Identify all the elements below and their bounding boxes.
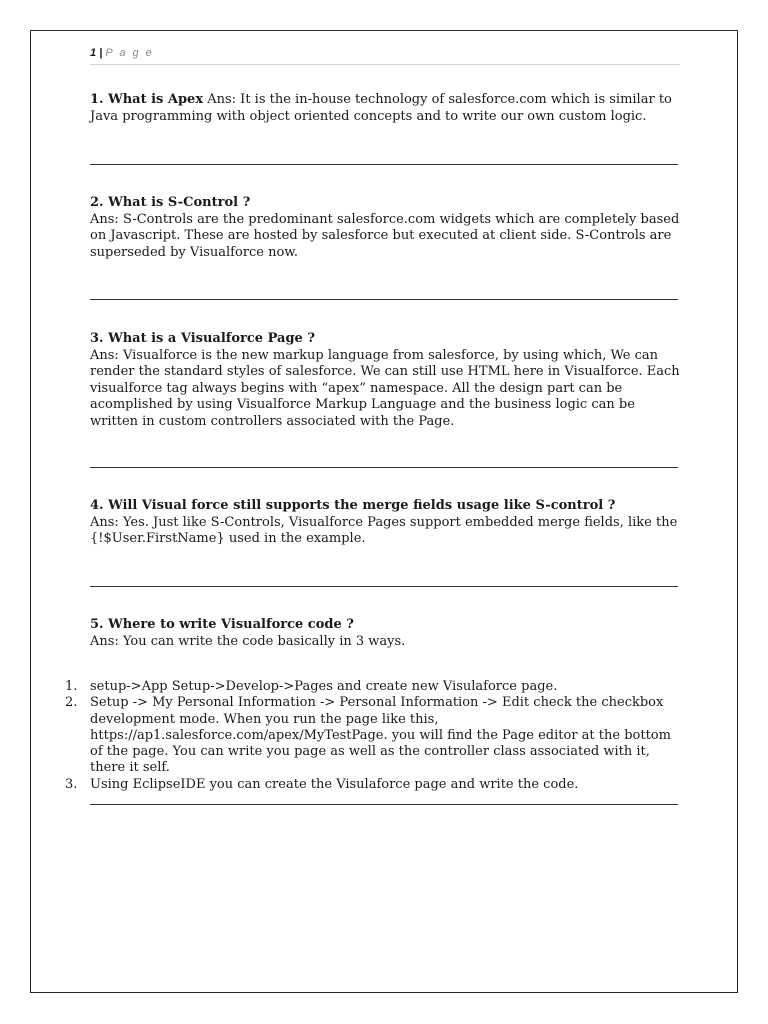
question-3: 3. What is a Visualforce Page ? (90, 331, 315, 346)
list-item-text: Setup -> My Personal Information -> Personal Information -> Edit check the checkbox development mode. When you run the page like this, https://ap1.salesforce.com/apex/MyTestPage. you will find the Page editor at the bottom of the page. You can write you page as well as the controller class associated with it, there it self. (90, 695, 671, 776)
list-marker: 3. (65, 776, 78, 792)
question-5: 5. Where to write Visualforce code ? (90, 617, 354, 632)
answer-3: Ans: Visualforce is the new markup language from salesforce, by using which, We can render the standard styles of salesforce. We can still use HTML here in Visualforce. Each visualforce tag always begins with “apex” namespace. All the design part can be acomplished by using Visualforce Markup Language and the business logic can be written in custom controllers associated with the Page. (90, 347, 680, 429)
list-item-text: Using EclipseIDE you can create the Visulaforce page and write the code. (90, 776, 579, 792)
list-item-text: setup->App Setup->Develop->Pages and create new Visulaforce page. (90, 679, 558, 694)
qa-item-1 (90, 92, 680, 125)
question-1: 1. What is Apex (90, 92, 204, 107)
question-2: 2. What is S-Control ? (90, 195, 251, 210)
list-marker: 1. (65, 679, 78, 694)
page-word: P a g e (105, 47, 154, 59)
list-marker: 2. (65, 695, 78, 711)
qa-item-2 (90, 195, 680, 261)
list-item (65, 777, 685, 793)
steps-list (65, 679, 685, 793)
page-header (90, 46, 680, 65)
list-item (65, 695, 685, 776)
answer-5: Ans: You can write the code basically in 3 ways. (90, 633, 406, 649)
answer-2: Ans: S-Controls are the predominant salesforce.com widgets which are completely based on Javascript. These are hosted by salesforce but executed at client side. S-Controls are superseded by Visualforce now. (90, 211, 680, 260)
qa-item-5 (90, 617, 680, 650)
page-separator: | (99, 47, 103, 59)
answer-1: Ans: It is the in-house technology of salesforce.com which is similar to Java programming with object oriented concepts and to write our own custom logic. (90, 92, 672, 124)
list-item (65, 679, 685, 695)
divider-2 (90, 299, 678, 300)
divider-1 (90, 164, 678, 165)
page-number: 1 (90, 47, 97, 59)
divider-3 (90, 467, 678, 468)
question-4: 4. Will Visual force still supports the merge fields usage like S-control ? (90, 498, 616, 513)
qa-item-3 (90, 331, 680, 430)
divider-4 (90, 586, 678, 587)
divider-5 (90, 804, 678, 805)
answer-4: Ans: Yes. Just like S-Controls, Visualforce Pages support embedded merge fields, like the {!$User.FirstName} used in the example. (90, 514, 678, 546)
qa-item-4 (90, 498, 680, 548)
